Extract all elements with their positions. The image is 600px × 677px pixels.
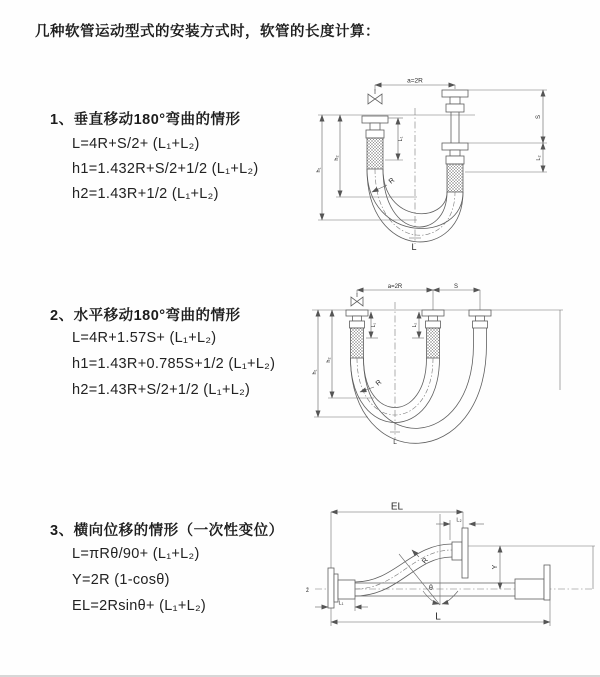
dim-label-l: L	[435, 611, 441, 623]
diagram3-straight-pipe	[355, 565, 550, 600]
section-2-formula-h1: h1=1.43R+0.785S+1/2 (L₁+L₂)	[72, 356, 276, 372]
section-1-heading: 1、垂直移动180°弯曲的情形	[50, 112, 241, 128]
diagram1-dim-s-l2	[465, 90, 547, 172]
diagram-horizontal-move-180	[308, 282, 598, 460]
diagram1-dim-l1	[385, 118, 404, 160]
dim-label-l: L	[393, 439, 397, 446]
diagram3-dim-l2	[436, 518, 484, 541]
radius-label: R	[421, 556, 430, 566]
radius-label: R	[374, 378, 384, 388]
datum-mark: z̄	[306, 588, 309, 594]
section-2-heading: 2、水平移动180°弯曲的情形	[50, 308, 241, 324]
section-1-formula-h2: h2=1.43R+1/2 (L₁+L₂)	[72, 186, 219, 202]
diagram1-left-fitting	[362, 116, 388, 169]
radius-label: R	[387, 176, 397, 186]
dim-label-l2: L₂	[456, 517, 462, 524]
diagram2-radius-callout	[360, 379, 383, 392]
valve-icon	[351, 293, 363, 306]
dim-label-a2r: a=2R	[407, 77, 423, 85]
dim-label-l1: L₁	[371, 322, 377, 328]
valve-icon	[368, 89, 382, 104]
dim-label-a2r: a=2R	[387, 284, 403, 290]
diagram2-middle-fitting	[422, 310, 444, 358]
dim-label-l: L	[411, 242, 417, 252]
dim-label-l1: L₁	[338, 600, 344, 607]
page-title: 几种软管运动型式的安装方式时，软管的长度计算：	[35, 24, 380, 40]
diagram2-dim-a2r-s	[357, 284, 480, 310]
section-1-formula-h1: h1=1.432R+S/2+1/2 (L₁+L₂)	[72, 161, 259, 177]
dim-label-l2: L₂	[412, 322, 418, 328]
section-3-formula-y: Y=2R (1-cosθ)	[72, 572, 170, 588]
dim-label-y: Y	[492, 564, 499, 570]
dim-label-l1: L₁	[398, 136, 404, 142]
diagram-lateral-displacement	[303, 500, 598, 640]
section-3-formula-el: EL=2Rsinθ+ (L₁+L₂)	[72, 598, 207, 614]
section-2-formula-h2: h2=1.43R+S/2+1/2 (L₁+L₂)	[72, 382, 251, 398]
dim-label-h2: h₂	[334, 155, 340, 161]
section-3-formula-l: L=πRθ/90+ (L₁+L₂)	[72, 546, 200, 562]
dim-label-h1: h₁	[312, 369, 318, 375]
diagram1-dim-a2r	[375, 78, 455, 92]
dim-label-s: S	[536, 114, 542, 120]
dim-label-s: S	[453, 284, 459, 290]
section-3-heading: 3、横向位移的情形（一次性变位）	[50, 523, 284, 539]
section-1-formula-l: L=4R+S/2+ (L₁+L₂)	[72, 136, 200, 152]
diagram1-right-fitting	[442, 90, 468, 192]
diagram3-dim-l1	[315, 599, 368, 611]
theta-label: θ	[429, 585, 433, 592]
dim-label-l2: L₂	[536, 155, 542, 161]
diagram2-hose-arcs	[351, 344, 487, 443]
diagram2-left-fitting	[346, 310, 368, 358]
dim-label-el: EL	[390, 501, 404, 513]
diagram3-hose-curve	[355, 528, 468, 596]
diagram3-dim-l	[331, 600, 550, 626]
diagram2-right-fitting	[469, 310, 491, 344]
section-2-formula-l: L=4R+1.57S+ (L₁+L₂)	[72, 330, 217, 346]
diagram-vertical-move-180	[315, 72, 587, 258]
dim-label-h1: h₁	[316, 167, 322, 173]
dim-label-h2: h₂	[326, 357, 332, 363]
